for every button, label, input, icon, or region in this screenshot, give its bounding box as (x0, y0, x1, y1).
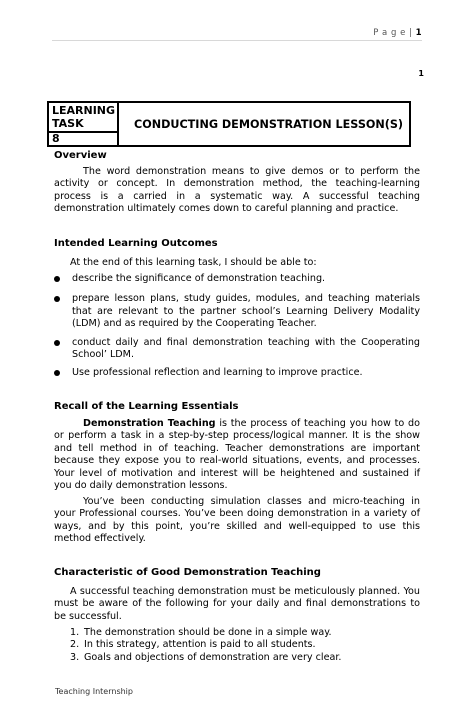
bullet-icon (54, 370, 60, 376)
characteristic-intro: A successful teaching demonstration must be meticulously planned. You must be aware of the following for your daily and final demonstrations to be successful. (54, 586, 420, 622)
bullet-icon (54, 296, 60, 302)
list-item: prepare lesson plans, study guides, modules, and teaching materials that are relevant to the partner school’s Learning Delivery Modality (LDM) and as required by the Cooperating Teacher. (54, 293, 420, 330)
overview-text: The word demonstration means to give demos or to perform the activity or concept. In demonstration method, the teaching-learning process is a carried in a systematic way. A successful teaching demonstration ultimately comes down to careful planning and practice. (54, 166, 420, 215)
list-item: conduct daily and final demonstration teaching with the Cooperating School’ LDM. (54, 337, 420, 362)
outcomes-intro: At the end of this learning task, I should be able to: (70, 257, 317, 268)
overview-heading: Overview (54, 150, 107, 161)
page-header (373, 28, 422, 38)
recall-heading: Recall of the Learning Essentials (54, 401, 239, 412)
characteristic-list (70, 627, 420, 664)
bullet-icon (54, 340, 60, 346)
recall-paragraph-1: Demonstration Teaching is the process of teaching you how to do or perform a task in a step-by-step process/logical manner. It is the show and tell method in of teaching. Teacher demonstrations are important because they expose you to real-world situations, events, and processes. Your level of motivation and interest will be heightened and sustained if you do daily demonstration lessons. (54, 418, 420, 492)
task-title: CONDUCTING DEMONSTRATION LESSON(S) (134, 118, 404, 131)
page-label: P a g e | (373, 28, 413, 38)
task-number: 8 (49, 133, 119, 145)
list-item: describe the significance of demonstration teaching. (54, 273, 420, 285)
recall-term: Demonstration Teaching (83, 418, 216, 429)
list-item: Use professional reflection and learning to improve practice. (54, 367, 420, 379)
top-page-number: 1 (418, 69, 424, 78)
list-item: 2. In this strategy, attention is paid to all students. (70, 639, 316, 651)
recall-paragraph-2: You’ve been conducting simulation classes and micro-teaching in your Professional courses. You’ve been doing demonstration in a variety of ways, and by this point, you’re skilled and well-equipped to use this method effectively. (54, 496, 420, 545)
learning-task-box (47, 101, 411, 147)
bullet-icon (54, 276, 60, 282)
header-divider (52, 40, 422, 41)
outcomes-heading: Intended Learning Outcomes (54, 238, 218, 249)
list-item: 1. The demonstration should be done in a simple way. (70, 627, 332, 638)
list-item: 3. Goals and objections of demonstration are very clear. (70, 651, 342, 663)
outcomes-list (54, 273, 420, 380)
task-label: LEARNING TASK (49, 103, 119, 133)
page-number: 1 (415, 28, 422, 38)
characteristic-heading: Characteristic of Good Demonstration Teaching (54, 567, 321, 578)
page-footer: Teaching Internship (55, 687, 133, 696)
